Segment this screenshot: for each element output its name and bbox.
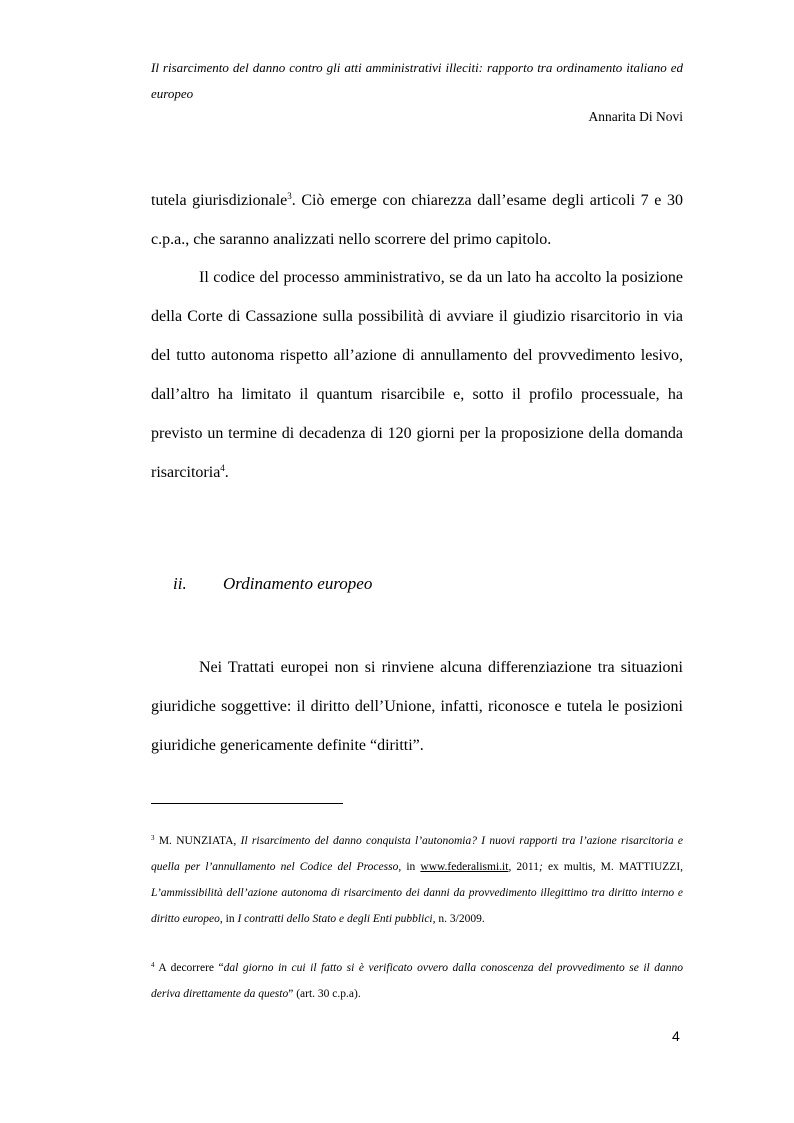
footnote-4-quote: dal giorno in cui il fatto si è verificato ovvero dalla conoscenza del provvedimento se il danno deriva direttamente da questo	[151, 962, 684, 1000]
footnote-3	[151, 828, 683, 932]
footnote-3-semicolon: ;	[539, 861, 543, 873]
page-number: 4	[672, 1028, 680, 1044]
footnote-4-intro: A decorrere “	[154, 962, 224, 974]
footnote-3-second-title: L’ammissibilità dell’azione autonoma di risarcimento dei danni da provvedimento illegittimo tra diritto interno e diritto europeo	[151, 887, 683, 925]
footnote-separator	[151, 803, 343, 804]
paragraph-2-text-b: .	[224, 464, 229, 481]
footnote-3-in: , in	[398, 861, 421, 873]
paragraph-3	[151, 648, 683, 765]
paragraph-1-text-b: . Ciò emerge con chiarezza dall’esame degli articoli 7 e 30 c.p.a., che saranno analizzati nello scorrere del primo capitolo.	[151, 192, 684, 248]
footnote-3-issue: n. 3/2009.	[435, 913, 485, 925]
footnote-ref-4[interactable]: 4	[220, 463, 225, 473]
section-number: ii.	[173, 574, 187, 593]
footnote-3-number: 3	[151, 834, 155, 842]
running-header-author: Annarita Di Novi	[588, 109, 683, 124]
footnote-3-year: , 2011	[508, 861, 539, 873]
footnote-3-second-author: ex multis, M. MATTIUZZI,	[542, 861, 684, 873]
paragraph-3-text: Nei Trattati europei non si rinviene alcuna differenziazione tra situazioni giuridiche soggettive: il diritto dell’Unione, infatti, riconosce e tutela le posizioni giuridiche genericamente definite “diritti”.	[151, 659, 683, 754]
footnote-3-in-2: , in	[219, 913, 238, 925]
footnote-3-journal: I contratti dello Stato e degli Enti pubblici,	[237, 913, 436, 925]
paragraph-2-block	[151, 258, 683, 492]
footnote-3-author: M. NUNZIATA,	[158, 835, 241, 847]
paragraph-2-text-a: Il codice del processo amministrativo, se da un lato ha accolto la posizione della Corte di Cassazione sulla possibilità di avviare il giudizio risarcitorio in via del tutto autonoma rispetto all’azione di annullamento del provvedimento lesivo, dall’altro ha limitato il quantum risarcibile e, sotto il profilo processuale, ha previsto un termine di decadenza di 120 giorni per la proposizione della domanda risarcitoria	[151, 269, 683, 481]
running-header-title: Il risarcimento del danno contro gli atti amministrativi illeciti: rapporto tra ordinamento italiano ed europeo	[151, 60, 683, 101]
section-heading	[173, 574, 372, 594]
footnote-ref-3[interactable]: 3	[287, 191, 292, 201]
section-title: Ordinamento europeo	[223, 574, 373, 593]
footnote-3-link[interactable]: www.federalismi.it	[420, 861, 509, 873]
footnote-4	[151, 955, 683, 1007]
footnote-4-number: 4	[151, 961, 155, 969]
paragraph-1	[151, 181, 683, 259]
paragraph-2	[151, 258, 683, 492]
paragraph-1-text-a: tutela giurisdizionale	[151, 192, 288, 209]
footnote-4-citation: ” (art. 30 c.p.a).	[288, 988, 361, 1000]
footnote-3-title: Il risarcimento del danno conquista l’autonomia? I nuovi rapporti tra l’azione risarcitoria e quella per l’annullamento nel Codice del Processo	[151, 835, 684, 873]
